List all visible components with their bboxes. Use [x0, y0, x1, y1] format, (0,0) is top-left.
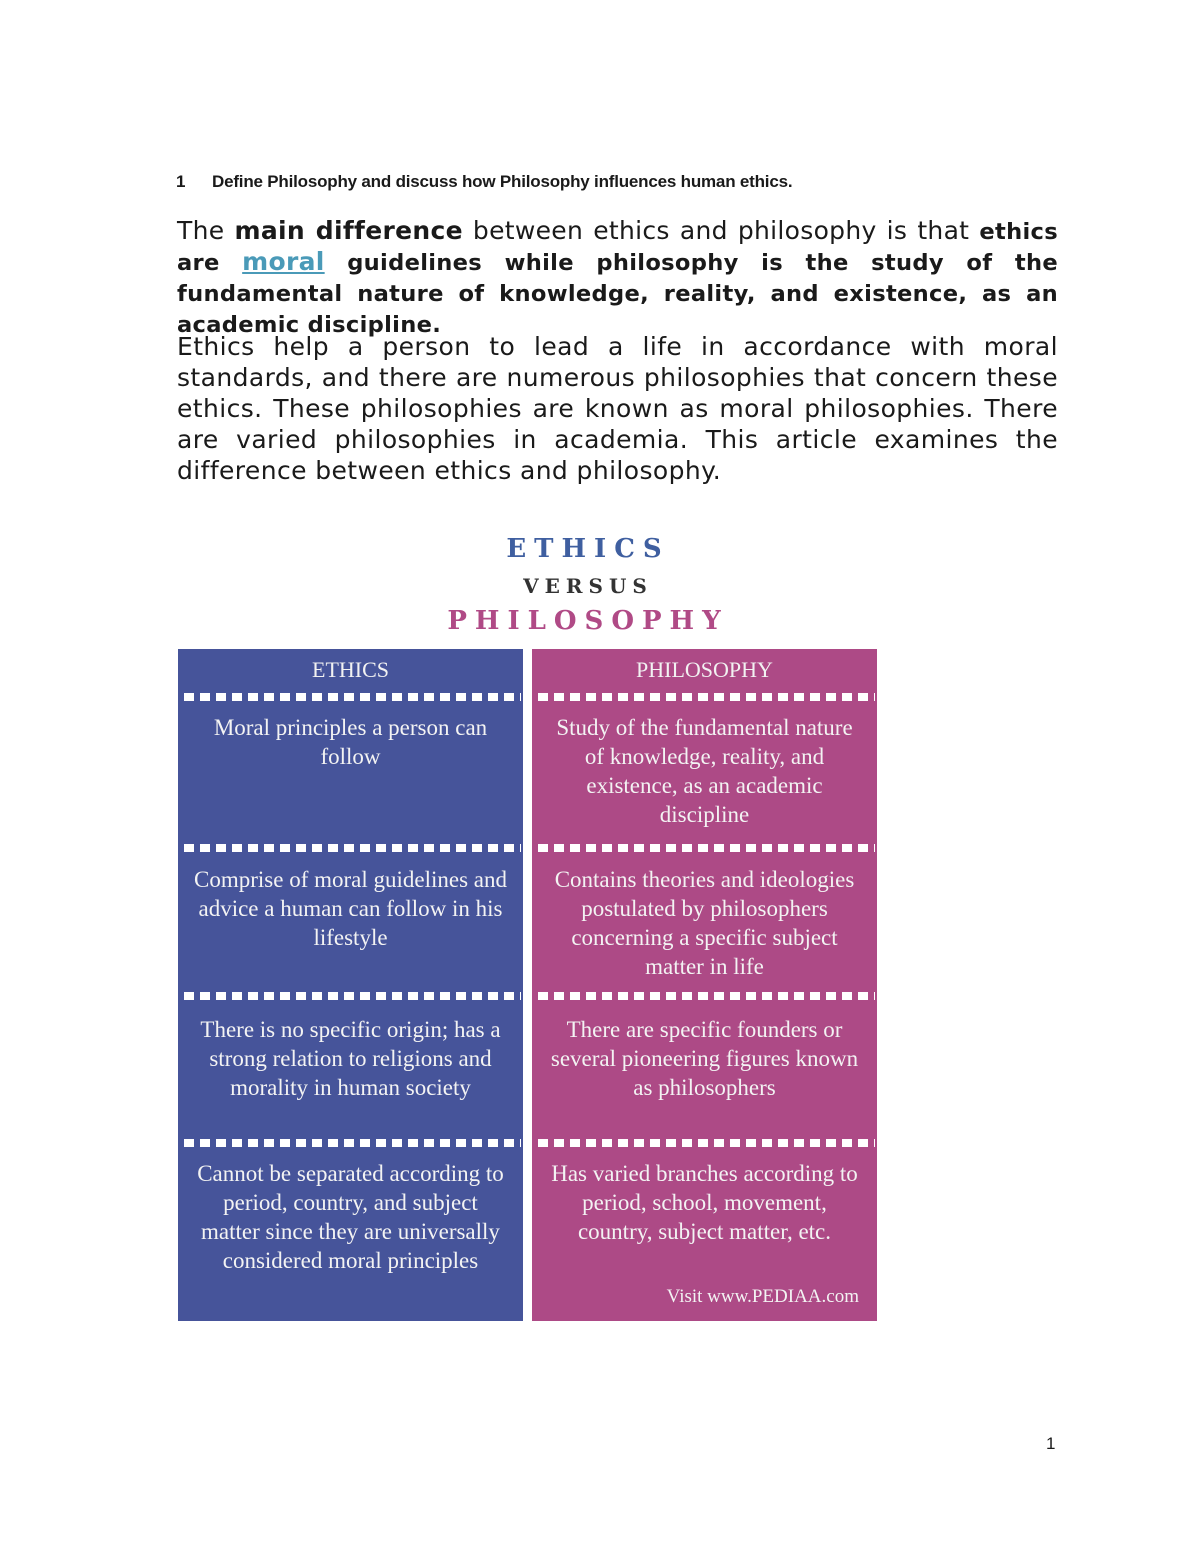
- intro-text-2: main difference: [234, 216, 463, 245]
- ethics-column-header: ETHICS: [312, 657, 389, 682]
- divider: [538, 992, 875, 1000]
- question-heading: [176, 172, 1076, 192]
- philosophy-row-3: There are specific founders or several pioneering figures known as philosophers: [550, 1017, 859, 1100]
- divider: [538, 1139, 875, 1147]
- intro-text-1: The: [177, 216, 235, 245]
- philosophy-column: [532, 649, 877, 1321]
- intro-text-4: ethics are: [177, 219, 1058, 276]
- page-number: 1: [1046, 1434, 1056, 1453]
- question-text: Define Philosophy and discuss how Philosophy influences human ethics.: [212, 172, 793, 191]
- philosophy-column-header: PHILOSOPHY: [636, 657, 773, 682]
- divider: [184, 1139, 521, 1147]
- philosophy-row-4: Has varied branches according to period, school, movement, country, subject matter, etc.: [551, 1161, 858, 1244]
- infographic-title-philosophy: PHILOSOPHY: [447, 606, 729, 636]
- intro-text-3: between ethics and philosophy is that: [462, 216, 980, 245]
- intro-text-5: guidelines while philosophy is the study of the fundamental nature of knowledge, reality, and existence, as an academic discipline.: [177, 250, 1058, 338]
- ethics-row-1: Moral principles a person can follow: [213, 715, 488, 769]
- ethics-row-3: There is no specific origin; has a strong relation to religions and morality in human society: [200, 1017, 501, 1100]
- ethics-vs-philosophy-infographic: [178, 528, 878, 1321]
- ethics-row-4: Cannot be separated according to period, country, and subject matter since they are universally considered moral principles: [197, 1161, 504, 1273]
- ethics-column: [178, 649, 523, 1321]
- infographic-title-versus: VERSUS: [523, 574, 653, 598]
- question-number: 1: [176, 172, 186, 191]
- divider: [538, 693, 875, 701]
- philosophy-row-1: Study of the fundamental nature of knowledge, reality, and existence, as an academic discipline: [556, 715, 853, 827]
- infographic-title-ethics: ETHICS: [506, 534, 670, 564]
- divider: [184, 844, 521, 852]
- intro-paragraph: [177, 215, 1058, 339]
- body-paragraph: Ethics help a person to lead a life in accordance with moral standards, and there are numerous philosophies that concern these ethics. These philosophies are known as moral philosophies. There are varied philosophies in academia. This article examines the difference between ethics and philosophy.: [177, 332, 1058, 485]
- divider: [184, 693, 521, 701]
- divider: [184, 992, 521, 1000]
- moral-link[interactable]: moral: [242, 247, 325, 276]
- divider: [538, 844, 875, 852]
- source-credit: Visit www.PEDIAA.com: [666, 1286, 859, 1307]
- philosophy-row-2: Contains theories and ideologies postulated by philosophers concerning a specific subject matter in life: [554, 867, 855, 979]
- ethics-row-2: Comprise of moral guidelines and advice a human can follow in his lifestyle: [194, 867, 507, 950]
